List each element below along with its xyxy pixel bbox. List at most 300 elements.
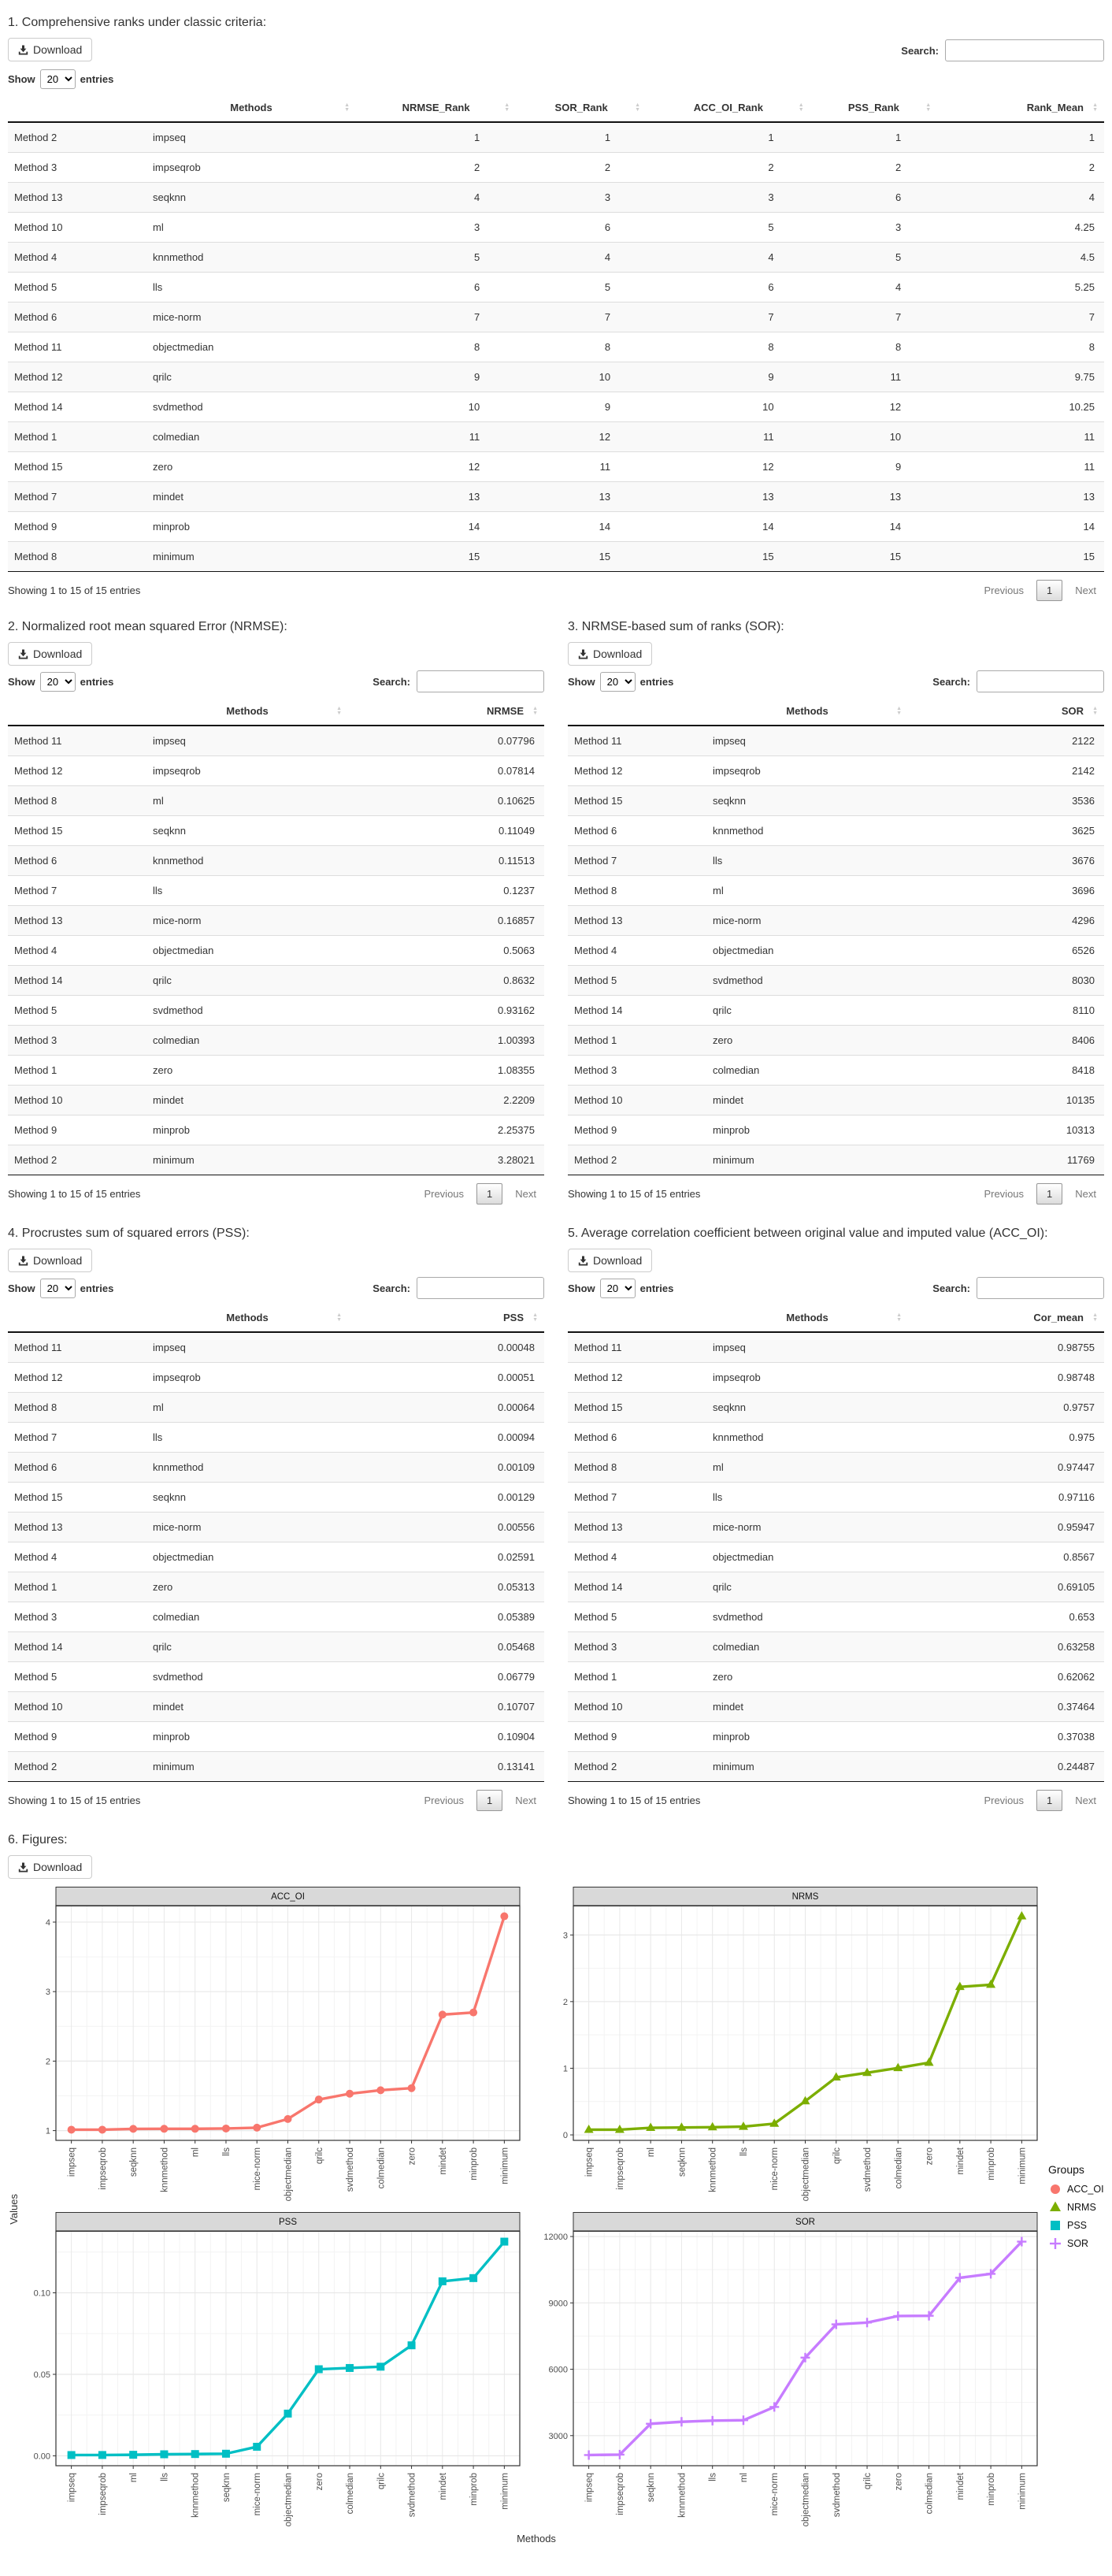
search-input[interactable] (417, 1277, 544, 1299)
sort-asc-arrow: ▲ (344, 102, 350, 108)
column-header-nrmse[interactable] (348, 697, 544, 726)
page-size-select[interactable] (40, 1279, 76, 1298)
x-tick-label: minprob (469, 2147, 480, 2181)
search-control (373, 670, 544, 692)
entries-label: entries (639, 1282, 674, 1294)
y-tick-label: 3 (562, 1931, 568, 1941)
table-row[interactable] (8, 1542, 544, 1572)
sort-icon[interactable] (532, 707, 538, 716)
table-row[interactable] (8, 153, 1104, 183)
value-cell: 4296 (908, 906, 1104, 936)
table-row[interactable] (8, 1393, 544, 1423)
table-row[interactable] (8, 1026, 544, 1056)
row-name-cell: Method 7 (8, 1423, 146, 1453)
triangle-marker-icon (1048, 2200, 1062, 2214)
value-cell: 1 (937, 122, 1104, 153)
table-row[interactable] (568, 1513, 1104, 1542)
column-header-acc_oi_rank[interactable] (647, 94, 810, 122)
value-cell: 12 (516, 422, 647, 452)
row-name-cell: Method 7 (8, 876, 146, 906)
show-entries-control (8, 672, 113, 692)
table-row[interactable] (8, 1692, 544, 1722)
column-header-rank_mean[interactable] (937, 94, 1104, 122)
value-cell: 0.00109 (348, 1453, 544, 1483)
table-row[interactable] (568, 1026, 1104, 1056)
row-name-cell: Method 2 (8, 1752, 146, 1782)
sort-icon[interactable] (336, 1313, 342, 1323)
table-row[interactable] (8, 422, 1104, 452)
column-header-cor_mean[interactable] (908, 1304, 1104, 1332)
table-row[interactable] (568, 1423, 1104, 1453)
method-cell: seqknn (706, 786, 908, 816)
row-name-cell: Method 3 (568, 1632, 706, 1662)
row-name-cell: Method 8 (568, 876, 706, 906)
section-title: 1. Comprehensive ranks under classic criteria: (8, 16, 267, 29)
previous-page-button[interactable]: Previous (984, 1795, 1025, 1806)
table-row[interactable] (8, 1086, 544, 1115)
value-cell: 15 (810, 542, 938, 572)
sort-icon[interactable] (1092, 103, 1098, 113)
next-page-button[interactable]: Next (515, 1795, 536, 1806)
x-tick-label: svdmethod (346, 2147, 356, 2192)
x-tick-label: seqknn (221, 2473, 232, 2503)
table-row[interactable] (8, 213, 1104, 243)
table-row[interactable] (568, 1722, 1104, 1752)
header-row (568, 1304, 1104, 1332)
search-label: Search: (373, 675, 410, 688)
sort-desc-arrow: ▼ (798, 106, 804, 113)
row-name-cell: Method 14 (8, 392, 146, 422)
table-row[interactable] (568, 906, 1104, 936)
table-row[interactable] (568, 966, 1104, 996)
table-row[interactable] (8, 1115, 544, 1145)
column-header-methods[interactable] (706, 1304, 908, 1332)
column-header-label: SOR_Rank (554, 102, 608, 113)
x-tick-label: impseqrob (98, 2147, 108, 2190)
method-cell: mice-norm (146, 1513, 348, 1542)
sort-icon[interactable] (799, 103, 804, 113)
table-row[interactable] (568, 936, 1104, 966)
search-input[interactable] (977, 1277, 1104, 1299)
sort-asc-arrow: ▲ (336, 1312, 342, 1318)
method-cell: minprob (146, 1115, 348, 1145)
column-header-nrmse_rank[interactable] (356, 94, 516, 122)
x-tick-label: minimum (1017, 2147, 1028, 2184)
method-cell: objectmedian (146, 936, 348, 966)
table-row[interactable] (8, 1662, 544, 1692)
value-cell: 6 (810, 183, 938, 213)
sort-asc-arrow: ▲ (798, 102, 804, 108)
download-label: Download (33, 43, 83, 56)
table-row[interactable] (568, 786, 1104, 816)
sort-desc-arrow: ▼ (896, 710, 902, 716)
table-row[interactable] (8, 1423, 544, 1453)
row-name-cell: Method 15 (568, 1393, 706, 1423)
row-name-cell: Method 2 (568, 1752, 706, 1782)
legend-item-acc_oi (1048, 2182, 1104, 2196)
row-name-cell: Method 13 (8, 1513, 146, 1542)
value-cell: 2 (937, 153, 1104, 183)
value-cell: 0.98755 (908, 1332, 1104, 1363)
sort-icon[interactable] (336, 707, 342, 716)
data-table (8, 697, 544, 1175)
table-row[interactable] (8, 1363, 544, 1393)
method-cell: ml (706, 1453, 908, 1483)
value-cell: 12 (810, 392, 938, 422)
table-row[interactable] (8, 756, 544, 786)
table-row[interactable] (568, 726, 1104, 756)
sort-asc-arrow: ▲ (896, 705, 902, 711)
previous-page-button[interactable]: Previous (984, 585, 1025, 596)
method-cell: seqknn (146, 183, 356, 213)
column-header-methods[interactable] (146, 94, 356, 122)
row-name-cell: Method 2 (8, 1145, 146, 1175)
download-button[interactable] (8, 1249, 92, 1272)
data-table (568, 1304, 1104, 1782)
value-cell: 2.2209 (348, 1086, 544, 1115)
search-input[interactable] (417, 670, 544, 692)
table-row[interactable] (8, 906, 544, 936)
next-page-button[interactable]: Next (1075, 1188, 1096, 1200)
table-row[interactable] (568, 846, 1104, 876)
column-header-sor[interactable] (908, 697, 1104, 726)
page-size-select[interactable] (600, 1279, 636, 1298)
page-1-button[interactable]: 1 (476, 1183, 502, 1204)
value-cell: 12 (356, 452, 516, 482)
x-axis-title: Methods (517, 2533, 556, 2544)
page-1-button[interactable]: 1 (476, 1790, 502, 1811)
value-cell: 0.10625 (348, 786, 544, 816)
sort-desc-arrow: ▼ (1092, 106, 1098, 113)
value-cell: 14 (647, 512, 810, 542)
table-row[interactable] (568, 1632, 1104, 1662)
show-entries-control (568, 672, 673, 692)
value-cell: 11 (937, 452, 1104, 482)
row-name-cell: Method 6 (8, 846, 146, 876)
value-cell: 0.37038 (908, 1722, 1104, 1752)
next-page-button[interactable]: Next (515, 1188, 536, 1200)
row-name-cell: Method 12 (568, 756, 706, 786)
sort-icon[interactable] (635, 103, 640, 113)
table-row[interactable] (8, 1453, 544, 1483)
table-info: Showing 1 to 15 of 15 entries (8, 1188, 141, 1200)
table-row[interactable] (8, 1056, 544, 1086)
method-cell: mice-norm (146, 303, 356, 332)
value-cell: 3 (647, 183, 810, 213)
method-cell: seqknn (146, 816, 348, 846)
x-tick-label: zero (407, 2147, 417, 2166)
column-header-pss[interactable] (348, 1304, 544, 1332)
value-cell: 2.25375 (348, 1115, 544, 1145)
x-tick-label: mice-norm (770, 2147, 780, 2191)
table-body (8, 1332, 544, 1782)
section-title: 3. NRMSE-based sum of ranks (SOR): (568, 620, 784, 633)
legend (1045, 2163, 1104, 2255)
value-cell: 3625 (908, 816, 1104, 846)
sort-icon[interactable] (896, 707, 902, 716)
column-header-label: Methods (786, 1312, 828, 1323)
legend-item-sor (1048, 2236, 1104, 2251)
row-name-cell: Method 10 (568, 1692, 706, 1722)
table-body (8, 122, 1104, 572)
x-tick-label: objectmedian (801, 2473, 811, 2527)
value-cell: 1 (356, 122, 516, 153)
x-tick-label: minimum (500, 2473, 510, 2510)
table-row[interactable] (8, 243, 1104, 273)
table-row[interactable] (8, 303, 1104, 332)
page-size-select[interactable] (40, 672, 76, 692)
table-row[interactable] (8, 1752, 544, 1782)
table-row[interactable] (568, 1692, 1104, 1722)
method-cell: svdmethod (146, 392, 356, 422)
row-name-cell: Method 13 (568, 906, 706, 936)
previous-page-button[interactable]: Previous (424, 1188, 465, 1200)
table-row[interactable] (8, 482, 1104, 512)
download-icon (18, 45, 28, 55)
table-row[interactable] (568, 1662, 1104, 1692)
row-name-cell: Method 6 (568, 816, 706, 846)
download-button[interactable] (8, 38, 92, 61)
table-footer (8, 1183, 544, 1204)
table-row[interactable] (568, 756, 1104, 786)
row-name-cell: Method 15 (8, 452, 146, 482)
section-acc-oi (568, 1216, 1104, 1814)
data-table (8, 94, 1104, 572)
header-row (8, 1304, 544, 1332)
column-header-pss_rank[interactable] (810, 94, 938, 122)
facet-title: SOR (795, 2218, 815, 2227)
table-row[interactable] (8, 1483, 544, 1513)
row-name-cell: Method 10 (8, 213, 146, 243)
value-cell: 7 (516, 303, 647, 332)
table-row[interactable] (568, 1115, 1104, 1145)
table-row[interactable] (8, 1332, 544, 1363)
download-label: Download (33, 1254, 83, 1267)
method-cell: knnmethod (146, 1453, 348, 1483)
value-cell: 1 (516, 122, 647, 153)
table-info: Showing 1 to 15 of 15 entries (568, 1795, 701, 1806)
column-header-label: PSS (502, 1312, 524, 1323)
value-cell: 0.69105 (908, 1572, 1104, 1602)
row-name-cell: Method 9 (8, 1115, 146, 1145)
table-row[interactable] (8, 542, 1104, 572)
show-entries-control (568, 1279, 673, 1298)
table-row[interactable] (8, 1722, 544, 1752)
row-name-cell: Method 2 (568, 1145, 706, 1175)
table-row[interactable] (8, 786, 544, 816)
table-row[interactable] (8, 1632, 544, 1662)
table-info: Showing 1 to 15 of 15 entries (8, 1795, 141, 1806)
table-row[interactable] (568, 1572, 1104, 1602)
table-row[interactable] (568, 1483, 1104, 1513)
method-cell: qrilc (146, 362, 356, 392)
value-cell: 3536 (908, 786, 1104, 816)
value-cell: 2 (810, 153, 938, 183)
table-row[interactable] (8, 332, 1104, 362)
x-tick-label: mice-norm (253, 2147, 263, 2191)
x-tick-label: mindet (955, 2147, 966, 2175)
page-size-select[interactable] (600, 672, 636, 692)
sort-icon[interactable] (504, 103, 510, 113)
x-tick-label: seqknn (129, 2147, 139, 2177)
sort-icon[interactable] (925, 103, 931, 113)
table-row[interactable] (8, 726, 544, 756)
table-header (8, 1304, 544, 1332)
value-cell: 10 (647, 392, 810, 422)
method-cell: objectmedian (146, 1542, 348, 1572)
method-cell: zero (146, 452, 356, 482)
table-footer (568, 1183, 1104, 1204)
table-row[interactable] (8, 966, 544, 996)
sort-desc-arrow: ▼ (896, 1316, 902, 1323)
page-1-button[interactable]: 1 (1036, 1790, 1062, 1811)
table-row[interactable] (8, 846, 544, 876)
method-cell: impseq (706, 1332, 908, 1363)
value-cell: 1.00393 (348, 1026, 544, 1056)
method-cell: knnmethod (706, 816, 908, 846)
y-tick-label: 0.00 (33, 2452, 50, 2462)
table-row[interactable] (568, 1086, 1104, 1115)
next-page-button[interactable]: Next (1075, 1795, 1096, 1806)
figure-panel-acc_oi (20, 1887, 528, 2202)
sort-icon[interactable] (896, 1313, 902, 1323)
method-cell: mice-norm (706, 906, 908, 936)
sort-icon[interactable] (344, 103, 350, 113)
row-name-cell: Method 9 (8, 512, 146, 542)
next-page-button[interactable]: Next (1075, 585, 1096, 596)
x-tick-label: minimum (1017, 2473, 1028, 2510)
sort-desc-arrow: ▼ (1092, 710, 1098, 716)
column-header-methods[interactable] (146, 1304, 348, 1332)
row-name-cell: Method 12 (8, 756, 146, 786)
controls-row (8, 670, 544, 692)
search-input[interactable] (977, 670, 1104, 692)
table-row[interactable] (8, 996, 544, 1026)
page-size-select[interactable] (40, 69, 76, 89)
sort-icon[interactable] (1092, 707, 1098, 716)
column-header-methods[interactable] (146, 697, 348, 726)
table-row[interactable] (8, 1513, 544, 1542)
page-1-button[interactable]: 1 (1036, 580, 1062, 601)
row-name-cell: Method 3 (8, 1602, 146, 1632)
table-row[interactable] (8, 1602, 544, 1632)
method-cell: objectmedian (146, 332, 356, 362)
row-name-cell: Method 8 (8, 542, 146, 572)
row-name-cell: Method 12 (8, 362, 146, 392)
header-row (568, 697, 1104, 726)
table-row[interactable] (568, 1363, 1104, 1393)
table-row[interactable] (8, 452, 1104, 482)
search-control (373, 1277, 544, 1299)
table-header (568, 1304, 1104, 1332)
download-button[interactable] (568, 642, 652, 666)
table-row[interactable] (568, 1752, 1104, 1782)
table-row[interactable] (8, 362, 1104, 392)
rowname-header (8, 94, 146, 122)
value-cell: 10.25 (937, 392, 1104, 422)
column-header-label: Rank_Mean (1026, 102, 1084, 113)
column-header-methods[interactable] (706, 697, 908, 726)
table-row[interactable] (568, 1542, 1104, 1572)
previous-page-button[interactable]: Previous (424, 1795, 465, 1806)
x-tick-label: impseqrob (615, 2473, 625, 2515)
method-cell: objectmedian (706, 1542, 908, 1572)
row-name-cell: Method 9 (8, 1722, 146, 1752)
table-row[interactable] (568, 816, 1104, 846)
table-row[interactable] (568, 876, 1104, 906)
method-cell: svdmethod (146, 1662, 348, 1692)
download-button[interactable] (568, 1249, 652, 1272)
table-row[interactable] (568, 996, 1104, 1026)
method-cell: zero (146, 1056, 348, 1086)
row-name-cell: Method 6 (8, 1453, 146, 1483)
controls-row (568, 1277, 1104, 1299)
entries-label: entries (80, 1282, 114, 1294)
table-row[interactable] (8, 122, 1104, 153)
method-cell: mindet (146, 482, 356, 512)
search-input[interactable] (945, 39, 1104, 61)
x-tick-label: zero (925, 2147, 935, 2166)
y-tick-label: 12000 (543, 2233, 568, 2243)
download-button[interactable] (8, 642, 92, 666)
table-row[interactable] (568, 1145, 1104, 1175)
method-cell: minimum (706, 1145, 908, 1175)
table-row[interactable] (8, 183, 1104, 213)
x-tick-label: qrilc (863, 2473, 873, 2490)
row-name-cell: Method 11 (568, 1332, 706, 1363)
legend-title: Groups (1048, 2163, 1084, 2176)
method-cell: svdmethod (706, 966, 908, 996)
value-cell: 12 (647, 452, 810, 482)
sort-desc-arrow: ▼ (1092, 1316, 1098, 1323)
row-name-cell: Method 12 (568, 1363, 706, 1393)
controls-row (568, 670, 1104, 692)
value-cell: 15 (516, 542, 647, 572)
method-cell: mindet (146, 1692, 348, 1722)
table-row[interactable] (8, 876, 544, 906)
download-button[interactable] (8, 1855, 92, 1879)
table-row[interactable] (8, 816, 544, 846)
table-row[interactable] (8, 392, 1104, 422)
previous-page-button[interactable]: Previous (984, 1188, 1025, 1200)
table-row[interactable] (568, 1393, 1104, 1423)
table-row[interactable] (568, 1602, 1104, 1632)
value-cell: 4 (647, 243, 810, 273)
table-row[interactable] (8, 1572, 544, 1602)
table-row[interactable] (8, 936, 544, 966)
table-row[interactable] (568, 1056, 1104, 1086)
method-cell: minprob (706, 1115, 908, 1145)
value-cell: 9 (647, 362, 810, 392)
sort-icon[interactable] (1092, 1313, 1098, 1323)
method-cell: ml (146, 213, 356, 243)
page-1-button[interactable]: 1 (1036, 1183, 1062, 1204)
method-cell: seqknn (706, 1393, 908, 1423)
legend-label: NRMS (1067, 2202, 1096, 2213)
sort-icon[interactable] (532, 1313, 538, 1323)
value-cell: 13 (937, 482, 1104, 512)
table-row[interactable] (568, 1332, 1104, 1363)
table-row[interactable] (8, 512, 1104, 542)
column-header-sor_rank[interactable] (516, 94, 647, 122)
x-tick-label: colmedian (925, 2473, 935, 2515)
table-row[interactable] (568, 1453, 1104, 1483)
value-cell: 8 (647, 332, 810, 362)
table-row[interactable] (8, 1145, 544, 1175)
sort-desc-arrow: ▼ (336, 710, 342, 716)
value-cell: 2 (516, 153, 647, 183)
table-row[interactable] (8, 273, 1104, 303)
